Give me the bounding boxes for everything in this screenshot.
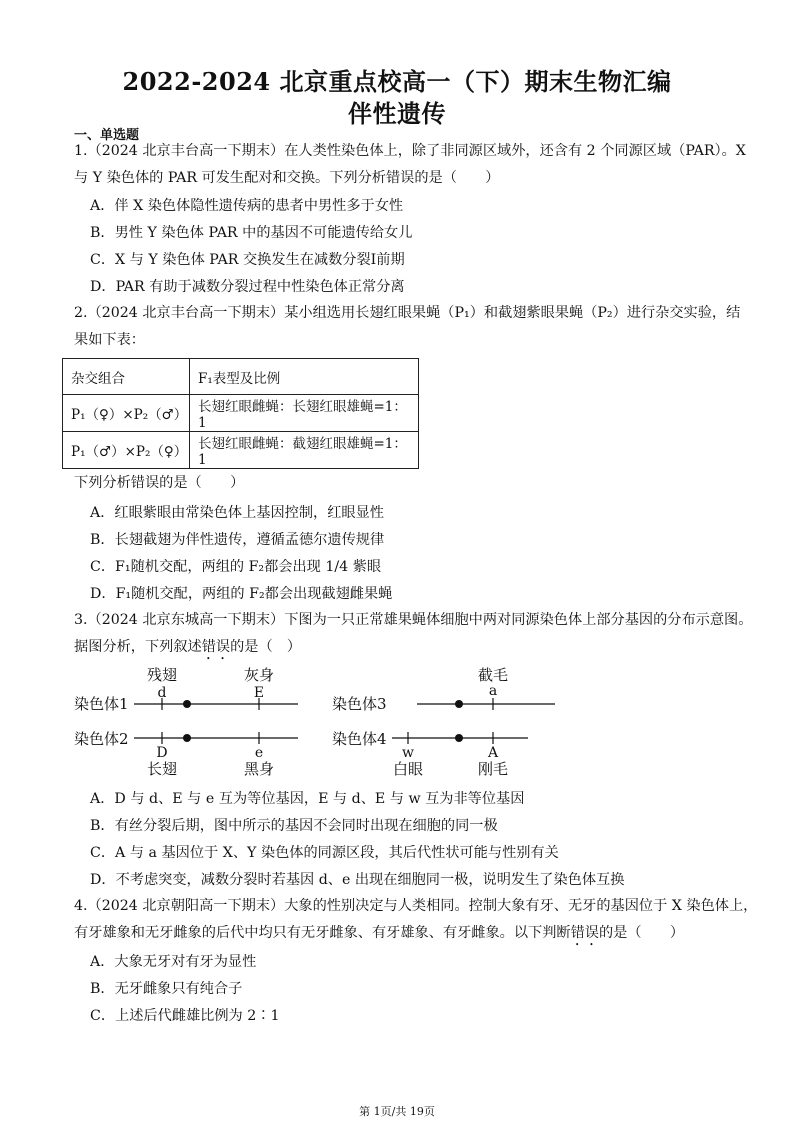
q2-option-d: D．F₁随机交配，两组的 F₂都会出现截翅雌果蝇 [90, 586, 393, 602]
chromosome-3-label: 染色体3 [332, 695, 387, 713]
chromosome-2-label: 染色体2 [74, 730, 129, 748]
q4-stem-emphasis: 错误 [570, 925, 599, 941]
chromosome-4-centromere [455, 734, 463, 742]
q3-stem-text: 据图分析，下列叙述 [74, 639, 202, 655]
table-cell: P₁（♂）×P₂（♀） [63, 432, 190, 469]
q4-stem-text-end: 的是（ ） [598, 925, 685, 941]
q1-option-a: A．伴 X 染色体隐性遗传病的患者中男性多于女性 [90, 198, 404, 214]
q3-option-a: A．D 与 d、E 与 e 互为等位基因，E 与 d、E 与 w 互为非等位基因 [90, 791, 525, 807]
chromosome-2-centromere [183, 734, 191, 742]
trait-gray-label: 灰身 [243, 666, 275, 684]
q1-stem-line1: 1.（2024 北京丰台高一下期末）在人类性染色体上，除了非同源区域外，还含有 2 个同源区域（PAR）。X [74, 143, 746, 159]
gene-D-label: D [156, 745, 168, 761]
q4-stem-text: 有牙雄象和无牙雌象的后代中均只有无牙雌象、有牙雄象、有牙雌象。以下判断 [74, 925, 571, 941]
gene-A-label: A [487, 745, 499, 761]
gene-a-label: a [488, 683, 498, 699]
q4-option-b: B．无牙雌象只有纯合子 [90, 981, 243, 997]
gene-e-label: e [254, 745, 264, 761]
q2-stem-question: 下列分析错误的是（ ） [74, 475, 245, 491]
q3-option-b: B．有丝分裂后期，图中所示的基因不会同时出现在细胞的同一极 [90, 818, 498, 834]
chromosome-1-centromere [183, 700, 191, 708]
gene-d-label: d [157, 685, 167, 701]
table-header-row [63, 359, 419, 395]
q1-option-d: D．PAR 有助于减数分裂过程中性染色体正常分离 [90, 279, 405, 295]
q4-stem-line2 [74, 924, 684, 949]
trait-white-label: 白眼 [392, 760, 424, 778]
q3-option-d: D．不考虑突变，减数分裂时若基因 d、e 出现在细胞同一极，说明发生了染色体互换 [90, 872, 625, 888]
section-heading: 一、单选题 [74, 128, 140, 143]
q1-option-c: C．X 与 Y 染色体 PAR 交换发生在减数分裂Ⅰ前期 [90, 252, 405, 268]
chromosome-gene-diagram [70, 662, 570, 780]
table-cell: 长翅红眼雌蝇：长翅红眼雄蝇=1：1 [190, 395, 419, 432]
trait-bristle-label: 刚毛 [477, 760, 509, 778]
q4-option-c: C．上述后代雌雄比例为 2∶1 [90, 1008, 280, 1024]
table-cell: 长翅红眼雌蝇：截翅红眼雄蝇=1：1 [190, 432, 419, 469]
q2-option-a: A．红眼紫眼由常染色体上基因控制，红眼显性 [90, 505, 384, 521]
trait-long-label: 长翅 [146, 760, 178, 778]
trait-vestigial-label: 残翅 [146, 666, 178, 684]
chromosome-3-centromere [455, 700, 463, 708]
q3-stem-line2 [74, 638, 301, 663]
q3-stem-line1: 3.（2024 北京东城高一下期末）下图为一只正常雄果蝇体细胞中两对同源染色体上部分基因的分布示意图。 [74, 612, 753, 628]
q1-stem-line2: 与 Y 染色体的 PAR 可发生配对和交换。下列分析错误的是（ ） [74, 170, 500, 186]
page-footer: 第 1页/共 19页 [359, 1105, 435, 1118]
table-row [63, 432, 419, 469]
chromosome-4-label: 染色体4 [332, 730, 387, 748]
q3-option-c: C．A 与 a 基因位于 X、Y 染色体的同源区段，其后代性状可能与性别有关 [90, 845, 559, 861]
q2-stem-line2: 果如下表： [74, 332, 145, 348]
gene-w-label: w [402, 745, 414, 761]
table-row [63, 395, 419, 432]
table-header-cell: F₁表型及比例 [190, 359, 419, 395]
table-header-cell: 杂交组合 [63, 359, 190, 395]
chromosome-1-label: 染色体1 [74, 695, 129, 713]
gene-E-label: E [253, 685, 265, 701]
trait-black-label: 黑身 [243, 760, 275, 778]
q1-option-b: B．男性 Y 染色体 PAR 中的基因不可能遗传给女儿 [90, 225, 413, 241]
cross-table [62, 358, 419, 469]
table-cell: P₁（♀）×P₂（♂） [63, 395, 190, 432]
q4-option-a: A．大象无牙对有牙为显性 [90, 954, 257, 970]
page-title: 2022-2024 北京重点校高一（下）期末生物汇编 [122, 67, 672, 96]
q4-stem-line1: 4.（2024 北京朝阳高一下期末）大象的性别决定与人类相同。控制大象有牙、无牙的基因位于 X 染色体上， [74, 898, 758, 914]
q3-stem-emphasis: 错误 [201, 639, 231, 655]
trait-cut-label: 截毛 [477, 666, 509, 684]
q2-option-b: B．长翅截翅为伴性遗传，遵循孟德尔遗传规律 [90, 532, 385, 548]
q2-option-c: C．F₁随机交配，两组的 F₂都会出现 1/4 紫眼 [90, 559, 382, 575]
q2-stem-line1: 2.（2024 北京丰台高一下期末）某小组选用长翅红眼果蝇（P₁）和截翅紫眼果蝇（P₂）进行杂交实验，结 [74, 305, 741, 321]
page-subtitle: 伴性遗传 [348, 99, 446, 128]
q3-stem-text-end: 的是（ ） [230, 639, 302, 655]
